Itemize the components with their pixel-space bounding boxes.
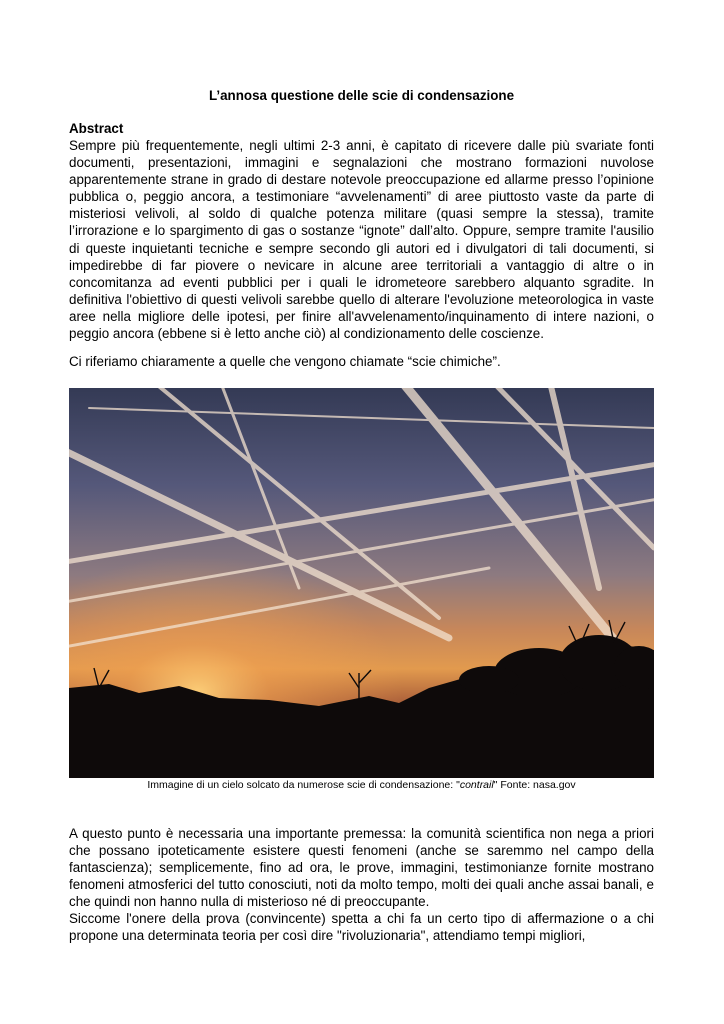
- caption-text-before: Immagine di un cielo solcato da numerose scie di condensazione: ": [147, 779, 460, 791]
- paragraph-abstract: Sempre più frequentemente, negli ultimi 2-3 anni, è capitato di ricevere dalle più svariate fonti documenti, presentazioni, immagini e segnalazioni che mostrano formazioni nuvolose apparentemente strane in grado di destare notevole preoccupazione ed allarme presso l’opinione pubblica o, peggio ancora, a testimoniare “avvelenamenti” di aree piuttosto vaste da parte di misteriosi velivoli, al soldo di qualche potenza militare (quasi sempre la stessa), tramite l’irrorazione e lo spargimento di gas o sostanze “ignote” dall’alto. Oppure, sempre tramite l'ausilio di queste inquietanti tecniche e sempre secondo gli autori ed i divulgatori di tali documenti, si impedirebbe di far piovere o nevicare in alcune aree territoriali a vantaggio di altre o in concomitanza ad eventi pubblici per i quali le idrometeore sarebbero alquanto sgradite. In definitiva l'obiettivo di questi velivoli sarebbe quello di alterare l'evoluzione meteorologica in vaste aree nella migliore delle ipotesi, per finire all'avvelenamento/inquinamento di intere nazioni, o peggio ancora (ebbene si è letto anche ciò) al condizionamento delle coscienze.: [69, 138, 654, 342]
- figure-caption: [69, 778, 654, 792]
- caption-italic-term: contrail: [459, 779, 494, 791]
- paragraph-scie-chimiche: Ci riferiamo chiaramente a quelle che vengono chiamate “scie chimiche”.: [69, 354, 501, 369]
- abstract-heading: Abstract: [69, 121, 124, 136]
- contrail-sky-photo: [69, 388, 654, 778]
- paragraph-premessa: A questo punto è necessaria una importante premessa: la comunità scientifica non nega a priori che possano ipoteticamente esistere questi fenomeni (anche se saremmo nel campo della fantascienza); semplicemente, fino ad ora, le prove, immagini, testimonianze fornite mostrano fenomeni atmosferici del tutto conosciuti, noti da molto tempo, molti dei quali anche assai banali, e che quindi non hanno nulla di misterioso né di preoccupante.: [69, 826, 654, 910]
- caption-text-after: " Fonte: nasa.gov: [493, 779, 576, 791]
- document-title: L’annosa questione delle scie di condensazione: [208, 88, 515, 103]
- paragraph-onere-prova: Siccome l'onere della prova (convincente) spetta a chi fa un certo tipo di affermazione o a chi propone una determinata teoria per così dire "rivoluzionaria", attendiamo tempi migliori,: [69, 911, 654, 944]
